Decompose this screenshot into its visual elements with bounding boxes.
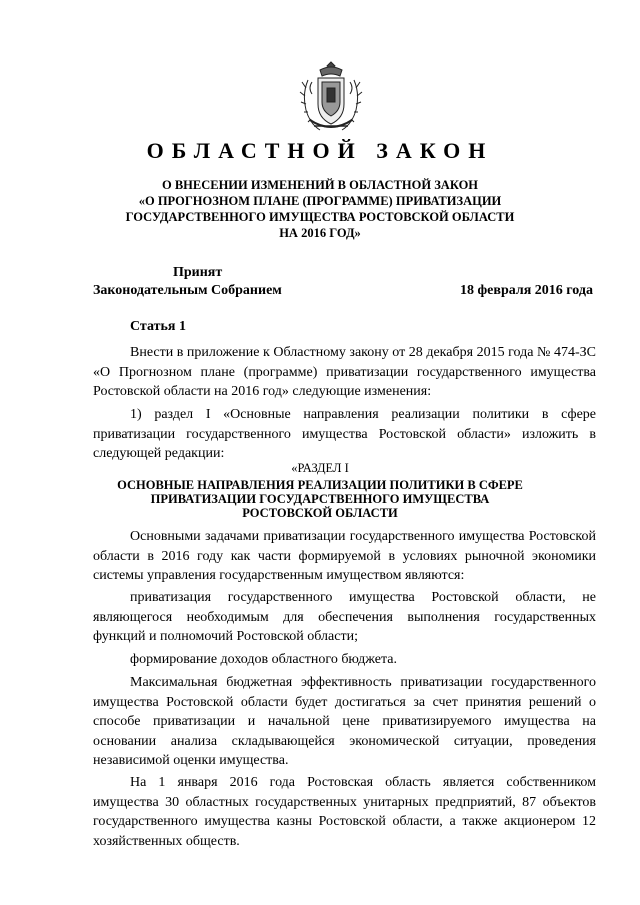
- article-intro-paragraph: Внести в приложение к Областному закону от 28 декабря 2015 года № 474-ЗС «О Прогнозном плане (программе) приватизации государственного имущества Ростовской области на 2016 год» следующие изменения:: [93, 345, 596, 399]
- section-label: «РАЗДЕЛ I: [291, 461, 349, 475]
- article-heading: Статья 1: [130, 319, 186, 334]
- adopting-body: Законодательным Собранием: [93, 283, 282, 298]
- adoption-label: Принят: [173, 265, 223, 280]
- law-subtitle-line-2: «О ПРОГНОЗНОМ ПЛАНЕ (ПРОГРАММЕ) ПРИВАТИЗАЦИИ: [138, 194, 502, 208]
- rostov-oblast-coat-of-arms-icon: [298, 58, 364, 138]
- law-subtitle-line-4: НА 2016 ГОД»: [279, 226, 361, 240]
- section-paragraph-2: приватизация государственного имущества Ростовской области, не являющегося необходимым для обеспечения выполнения государственных функций и полномочий Ростовской области;: [93, 590, 596, 644]
- law-type-heading: ОБЛАСТНОЙ ЗАКОН: [146, 138, 494, 163]
- adoption-date: 18 февраля 2016 года: [460, 283, 593, 298]
- section-paragraph-5: На 1 января 2016 года Ростовская область является собственником имущества 30 областных государственных унитарных предприятий, 87 объектов государственного имущества казны Ростовской области, а также акционером 12 хозяйственных обществ.: [93, 775, 596, 849]
- law-subtitle-line-1: О ВНЕСЕНИИ ИЗМЕНЕНИЙ В ОБЛАСТНОЙ ЗАКОН: [161, 178, 479, 192]
- section-paragraph-3: формирование доходов областного бюджета.: [130, 652, 398, 667]
- section-paragraph-4: Максимальная бюджетная эффективность приватизации государственного имущества Ростовской области будет достигаться за счет принятия решений о способе приватизации и начальной цене приватизируемого имущества на основании анализа складывающейся экономической ситуации, проведения независимой оценки имущества.: [93, 675, 596, 768]
- section-title-line-3: РОСТОВСКОЙ ОБЛАСТИ: [242, 506, 398, 520]
- section-paragraph-1: Основными задачами приватизации государственного имущества Ростовской области в 2016 году как части формируемой в условиях рыночной экономики системы управления государственным имуществом являются:: [93, 529, 596, 583]
- section-title-line-2: ПРИВАТИЗАЦИИ ГОСУДАРСТВЕННОГО ИМУЩЕСТВА: [150, 492, 490, 506]
- article-item-1: 1) раздел I «Основные направления реализации политики в сфере приватизации государственного имущества Ростовской области» изложить в следующей редакции:: [93, 407, 596, 461]
- law-subtitle-line-3: ГОСУДАРСТВЕННОГО ИМУЩЕСТВА РОСТОВСКОЙ ОБЛАСТИ: [125, 210, 515, 224]
- section-title-line-1: ОСНОВНЫЕ НАПРАВЛЕНИЯ РЕАЛИЗАЦИИ ПОЛИТИКИ В СФЕРЕ: [117, 478, 523, 492]
